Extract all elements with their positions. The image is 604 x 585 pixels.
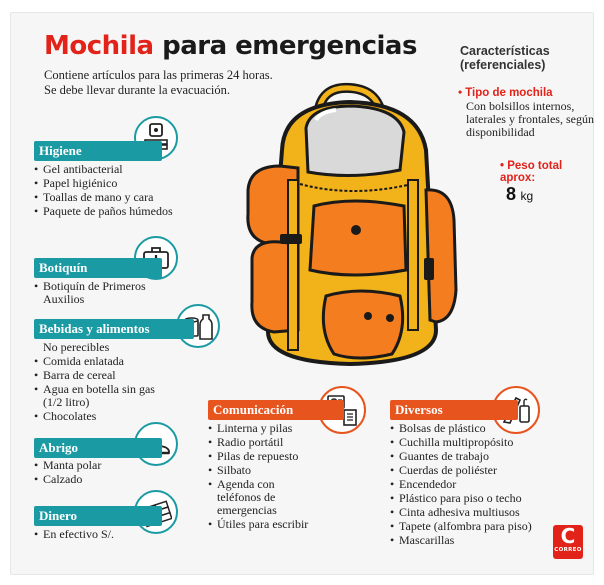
backpack-type-desc: Con bolsillos internos, laterales y frontales, según disponibilidad xyxy=(466,99,594,139)
category-diversos-label: Diversos xyxy=(395,402,443,417)
list-item: • Guantes de trabajo xyxy=(390,450,570,463)
list-bebidas xyxy=(34,341,174,424)
list-item: • Manta polar xyxy=(34,459,154,472)
bullet: • xyxy=(458,85,463,99)
category-abrigo-label: Abrigo xyxy=(39,440,78,455)
list-item: • Mascarillas xyxy=(390,534,570,547)
category-bebidas xyxy=(34,319,194,339)
list-item: • Chocolates xyxy=(34,410,174,423)
list-abrigo xyxy=(34,459,154,487)
weight-label: Peso total aprox: xyxy=(500,160,563,184)
title-accent: Mochila xyxy=(44,31,154,61)
page-title xyxy=(44,30,417,62)
list-item: • Agua en botella sin gas (1/2 litro) xyxy=(34,383,174,409)
list-item: • Pilas de repuesto xyxy=(208,450,348,463)
subtitle: Contiene artículos para las primeras 24 horas. Se debe llevar durante la evacuación. xyxy=(44,68,273,97)
list-botiquin xyxy=(34,280,154,307)
list-item: • Radio portátil xyxy=(208,436,348,449)
category-dinero-label: Dinero xyxy=(39,508,78,523)
characteristics-title: Características (referenciales) xyxy=(460,44,550,72)
weight-value: 8 xyxy=(506,184,517,204)
list-item: • Toallas de mano y cara xyxy=(34,191,174,204)
category-abrigo xyxy=(34,438,162,458)
list-item: • Comida enlatada xyxy=(34,355,174,368)
list-item: • Cinta adhesiva multiusos xyxy=(390,506,570,519)
list-item: • En efectivo S/. xyxy=(34,528,154,541)
list-item: • Bolsas de plástico xyxy=(390,422,570,435)
correo-logo xyxy=(553,525,583,559)
list-item: • Útiles para escribir xyxy=(208,518,348,531)
list-item: • Tapete (alfombra para piso) xyxy=(390,520,570,533)
list-comunicacion xyxy=(208,422,348,532)
list-item: • Papel higiénico xyxy=(34,177,174,190)
list-item: • Gel antibacterial xyxy=(34,163,174,176)
category-comunicacion xyxy=(208,400,344,420)
logo-word: CORREO xyxy=(554,547,582,553)
list-item: • Paquete de paños húmedos xyxy=(34,205,174,218)
logo-letter: C xyxy=(560,524,576,548)
weight-unit: kg xyxy=(520,189,534,203)
category-dinero xyxy=(34,506,162,526)
list-diversos xyxy=(390,422,570,548)
list-item: • Calzado xyxy=(34,473,154,486)
list-item: • Linterna y pilas xyxy=(208,422,348,435)
list-item: • Encendedor xyxy=(390,478,570,491)
title-rest: para emergencias xyxy=(162,31,417,61)
list-item: • Barra de cereal xyxy=(34,369,174,382)
list-item: • Cuerdas de poliéster xyxy=(390,464,570,477)
category-higiene-label: Higiene xyxy=(39,143,82,158)
list-item: • Botiquín de Primeros Auxilios xyxy=(34,280,154,306)
total-weight: • Peso total aprox: 8 kg xyxy=(500,160,563,204)
list-item: • Silbato xyxy=(208,464,348,477)
list-item: • Agenda con teléfonos de emergencias xyxy=(208,478,308,517)
category-botiquin xyxy=(34,258,162,278)
list-lead: No perecibles xyxy=(43,340,110,354)
category-comunicacion-label: Comunicación xyxy=(213,402,294,417)
category-bebidas-label: Bebidas y alimentos xyxy=(39,321,150,336)
backpack-illustration xyxy=(240,80,480,380)
list-item: • Cuchilla multipropósito xyxy=(390,436,570,449)
list-dinero xyxy=(34,528,154,542)
backpack-type-label: Tipo de mochila xyxy=(465,87,553,99)
category-diversos xyxy=(390,400,518,420)
list-higiene xyxy=(34,163,174,219)
list-item: • Plástico para piso o techo xyxy=(390,492,570,505)
category-botiquin-label: Botiquín xyxy=(39,260,88,275)
category-higiene xyxy=(34,141,162,161)
